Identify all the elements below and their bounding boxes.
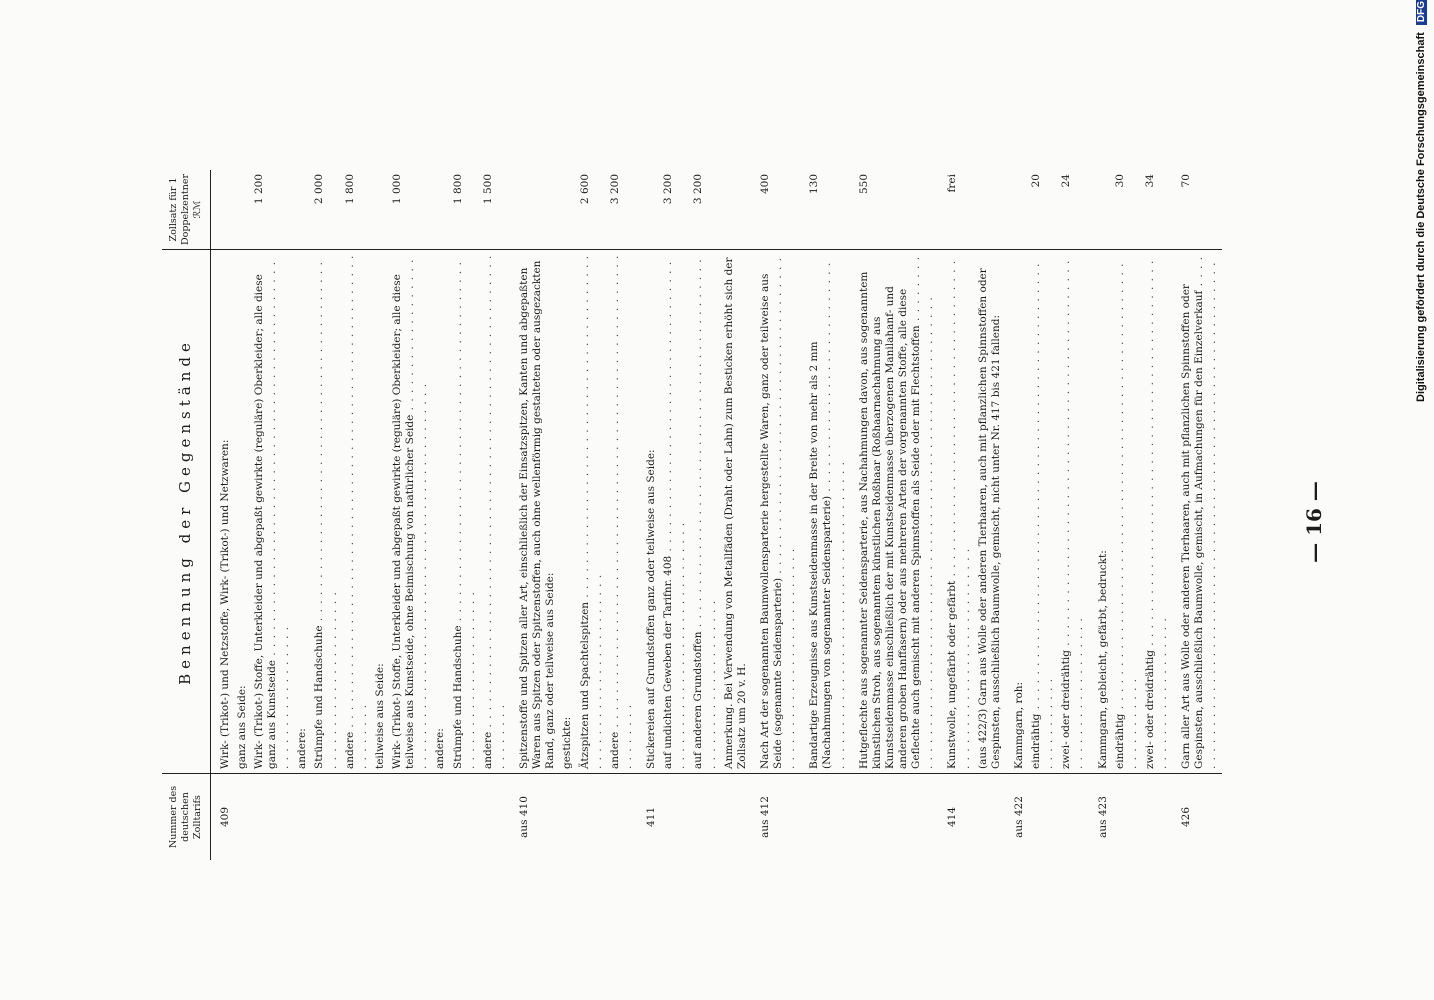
duty-rate <box>1005 170 1028 250</box>
tariff-number <box>372 774 389 861</box>
item-description <box>1089 250 1112 774</box>
table-header-row <box>162 170 210 860</box>
duty-rate: 400 <box>751 170 800 250</box>
item-description <box>1142 250 1172 774</box>
table-row <box>342 170 372 860</box>
item-description-text: Strümpfe und Handschuhe . . . <box>452 261 477 769</box>
item-description-text: gestickte: <box>561 716 574 769</box>
tariff-number <box>1058 774 1088 861</box>
duty-rate: 130 <box>800 170 849 250</box>
table-row <box>1112 170 1142 860</box>
table-row <box>721 170 751 860</box>
table-row <box>637 170 660 860</box>
duty-rate <box>210 170 234 250</box>
duty-rate: 2 600 <box>577 170 607 250</box>
tariff-number <box>577 774 607 861</box>
page-number: — 16 — <box>1302 481 1326 563</box>
duty-rate <box>294 170 311 250</box>
tariff-number <box>721 774 751 861</box>
tariff-number: aus 412 <box>751 774 800 861</box>
item-description-text: andere . . . <box>344 255 369 769</box>
item-description <box>721 250 751 774</box>
duty-rate: frei <box>938 170 974 250</box>
table-row <box>510 170 559 860</box>
tariff-number <box>690 774 720 861</box>
tariff-number <box>1112 774 1142 861</box>
item-description <box>1028 250 1058 774</box>
item-description <box>938 250 974 774</box>
item-description <box>450 250 480 774</box>
table-row <box>311 170 341 860</box>
item-description <box>690 250 720 774</box>
table-row <box>938 170 974 860</box>
duty-rate: 30 <box>1112 170 1142 250</box>
dfg-logo: DFG <box>1416 0 1427 25</box>
item-description <box>294 250 311 774</box>
duty-rate: 20 <box>1028 170 1058 250</box>
header-duty: Zollsatz für 1 Doppelzentner ℛℳ <box>162 170 210 250</box>
item-description-text: eindrähtig . . . <box>1114 262 1139 769</box>
duty-rate <box>510 170 559 250</box>
item-description-text: Ätzspitzen und Spachtelspitzen . . . <box>579 255 604 769</box>
table-body <box>210 170 1221 860</box>
item-description-text: Garn aller Art aus Wolle oder anderen Tierhaaren, auch mit pflanzlichen Spinnstoffen oder Gespinsten, ausschließlich Baumwolle, gemischt, in Aufmachungen für den Einzelverkauf . . . <box>1180 256 1218 769</box>
item-description-text: Kammgarn, roh: <box>1012 681 1025 769</box>
tariff-number <box>234 774 251 861</box>
item-description <box>311 250 341 774</box>
tariff-number <box>389 774 432 861</box>
item-description <box>234 250 251 774</box>
duty-rate: 1 800 <box>342 170 372 250</box>
item-description <box>637 250 660 774</box>
table-row <box>751 170 800 860</box>
item-description-text: zwei- oder dreidrähtig . . . <box>1060 260 1085 769</box>
item-description <box>607 250 637 774</box>
tariff-number: 409 <box>210 774 234 861</box>
duty-rate <box>432 170 449 250</box>
item-description <box>975 250 1005 774</box>
table-row <box>450 170 480 860</box>
item-description <box>1005 250 1028 774</box>
duty-rate: 1 500 <box>480 170 510 250</box>
item-description-text: zwei- oder dreidrähtig . . . <box>1144 260 1169 769</box>
table-row <box>1172 170 1221 860</box>
duty-rate <box>637 170 660 250</box>
table-row <box>607 170 637 860</box>
item-description-text: Hutgeflechte aus sogenannter Seidensparterie, aus Nachahmungen davon, aus sogenanntem künstlichen Stroh, aus sogenanntem künstlichen Roßhaar (Roßhaarnachahmung aus Kunstseidenmasse einschließlich der mit Kunstseidenmasse überzogenen Manilahanf- und anderen groben Hanffasern) oder aus mehreren Arten der vorgenannten Stoffe, alle diese Geflechte auch gemischt mit anderen Spinnstoffen als Seide oder mit Flechtstoffen . . . <box>858 256 936 769</box>
table-row <box>210 170 234 860</box>
item-description-text: Kunstwolle, ungefärbt oder gefärbt . . . <box>946 260 971 769</box>
tariff-number <box>450 774 480 861</box>
tariff-number <box>342 774 372 861</box>
tariff-number <box>850 774 939 861</box>
item-description-text: Wirk- (Trikot-) und Netzstoffe, Wirk- (Trikot-) und Netzwaren: <box>218 439 231 769</box>
table-row <box>251 170 294 860</box>
tariff-number <box>311 774 341 861</box>
duty-rate <box>234 170 251 250</box>
tariff-number <box>559 774 576 861</box>
table-row <box>975 170 1005 860</box>
item-description <box>432 250 449 774</box>
tariff-number <box>607 774 637 861</box>
tariff-number <box>660 774 690 861</box>
duty-rate: 2 000 <box>311 170 341 250</box>
item-description-text: Wirk- (Trikot-) Stoffe, Unterkleider und abgepaßt gewirkte (reguläre) Oberkleider; alle diese ganz aus Kunstseide . . . <box>253 261 291 769</box>
tariff-number <box>432 774 449 861</box>
item-description <box>480 250 510 774</box>
duty-rate: 1 800 <box>450 170 480 250</box>
duty-rate: 1 000 <box>389 170 432 250</box>
item-description <box>660 250 690 774</box>
item-description-text: Anmerkung. Bei Verwendung von Metallfäden (Draht oder Lahn) zum Besticken erhöht sich der Zollsatz um 20 v. H. <box>722 257 748 769</box>
table-row <box>372 170 389 860</box>
item-description-text: andere . . . <box>482 255 507 769</box>
table-row <box>1142 170 1172 860</box>
duty-rate: 70 <box>1172 170 1221 250</box>
table-row <box>389 170 432 860</box>
item-description-text: Bandartige Erzeugnisse aus Kunstseidenmasse in der Breite von mehr als 2 mm (Nachahmungen von sogenannter Seidensparterie) . . . <box>808 262 846 769</box>
header-nr: Nummer des deutschen Zolltarifs <box>162 774 210 861</box>
item-description <box>389 250 432 774</box>
tariff-table <box>162 170 1222 860</box>
item-description-text: Spitzenstoffe und Spitzen aller Art, einschließlich der Einsatzspitzen, Kanten und abgepaßten Waren aus Spitzen oder Spitzenstoffen, auch ohne wellenförmig gestalteten oder ausgezackten Rand, ganz oder teilweise aus Seide: <box>518 260 557 769</box>
tariff-number: aus 410 <box>510 774 559 861</box>
table-row <box>432 170 449 860</box>
item-description <box>342 250 372 774</box>
item-description <box>210 250 234 774</box>
table-row <box>480 170 510 860</box>
tariff-number: 414 <box>938 774 974 861</box>
duty-rate <box>975 170 1005 250</box>
tariff-number: 426 <box>1172 774 1221 861</box>
tariff-number <box>480 774 510 861</box>
item-description-text: auf undichten Geweben der Tarifnr. 408 . . . <box>662 261 687 769</box>
dfg-credit-text: Digitalisierung gefördert durch die Deutsche Forschungsgemeinschaft <box>1415 32 1427 402</box>
tariff-number: 411 <box>637 774 660 861</box>
tariff-number <box>1142 774 1172 861</box>
table-row <box>1058 170 1088 860</box>
duty-rate <box>1089 170 1112 250</box>
item-description-text: Kammgarn, gebleicht, gefärbt, bedruckt: <box>1096 550 1109 769</box>
tariff-number <box>975 774 1005 861</box>
table-row <box>1089 170 1112 860</box>
duty-rate: 3 200 <box>690 170 720 250</box>
item-description-text: andere: <box>434 728 447 769</box>
item-description <box>510 250 559 774</box>
item-description <box>850 250 939 774</box>
item-description <box>577 250 607 774</box>
duty-rate: 550 <box>850 170 939 250</box>
duty-rate: 3 200 <box>607 170 637 250</box>
duty-rate <box>372 170 389 250</box>
table-row <box>800 170 849 860</box>
item-description-text: ganz aus Seide: <box>235 685 248 769</box>
table-row <box>294 170 311 860</box>
duty-rate <box>721 170 751 250</box>
table-row <box>577 170 607 860</box>
item-description <box>800 250 849 774</box>
item-description-text: teilweise aus Seide: <box>373 663 386 769</box>
dfg-sidebar <box>1405 0 1434 1000</box>
duty-rate: 34 <box>1142 170 1172 250</box>
item-description <box>1058 250 1088 774</box>
item-description <box>372 250 389 774</box>
item-description-text: andere . . . <box>609 255 634 769</box>
table-row <box>1005 170 1028 860</box>
tariff-number <box>1028 774 1058 861</box>
tariff-number <box>294 774 311 861</box>
table-row <box>690 170 720 860</box>
item-description <box>751 250 800 774</box>
dfg-credit <box>1415 0 1427 402</box>
tariff-number <box>800 774 849 861</box>
table-row <box>850 170 939 860</box>
item-description <box>1112 250 1142 774</box>
item-description-text: Wirk- (Trikot-) Stoffe, Unterkleider und abgepaßt gewirkte (reguläre) Oberkleider; alle diese teilweise aus Kunstseide, ohne Beimischung von natürlicher Seide . . . <box>391 259 429 770</box>
duty-rate <box>559 170 576 250</box>
item-description <box>251 250 294 774</box>
tariff-number <box>251 774 294 861</box>
item-description-text: auf anderen Grundstoffen . . . <box>692 258 717 769</box>
item-description <box>1172 250 1221 774</box>
item-description <box>559 250 576 774</box>
table-row <box>559 170 576 860</box>
item-description-text: (aus 422/3) Garn aus Wolle oder anderen Tierhaaren, auch mit pflanzlichen Spinnstoffen oder Gespinsten, ausschließlich Baumwolle, gemischt, nicht unter Nr. 417 bis 421 fallend: <box>976 268 1002 769</box>
item-description-text: Nach Art der sogenannten Baumwollensparterie hergestellte Waren, ganz oder teilweise aus Seide (sogenannte Seidensparterie) . . . <box>759 257 797 769</box>
item-description-text: Stickereien auf Grundstoffen ganz oder teilweise aus Seide: <box>645 449 657 769</box>
duty-rate: 3 200 <box>660 170 690 250</box>
tariff-number: aus 422 <box>1005 774 1028 861</box>
rotated-document-page <box>92 142 1332 902</box>
item-description-text: andere: <box>296 728 309 769</box>
item-description-text: Strümpfe und Handschuhe . . . <box>313 261 338 769</box>
table-row <box>660 170 690 860</box>
duty-rate: 24 <box>1058 170 1088 250</box>
tariff-number: aus 423 <box>1089 774 1112 861</box>
table-row <box>1028 170 1058 860</box>
item-description-text: eindrähtig . . . <box>1030 262 1055 769</box>
header-desc: Benennung der Gegenstände <box>162 250 210 774</box>
table-row <box>234 170 251 860</box>
duty-rate: 1 200 <box>251 170 294 250</box>
